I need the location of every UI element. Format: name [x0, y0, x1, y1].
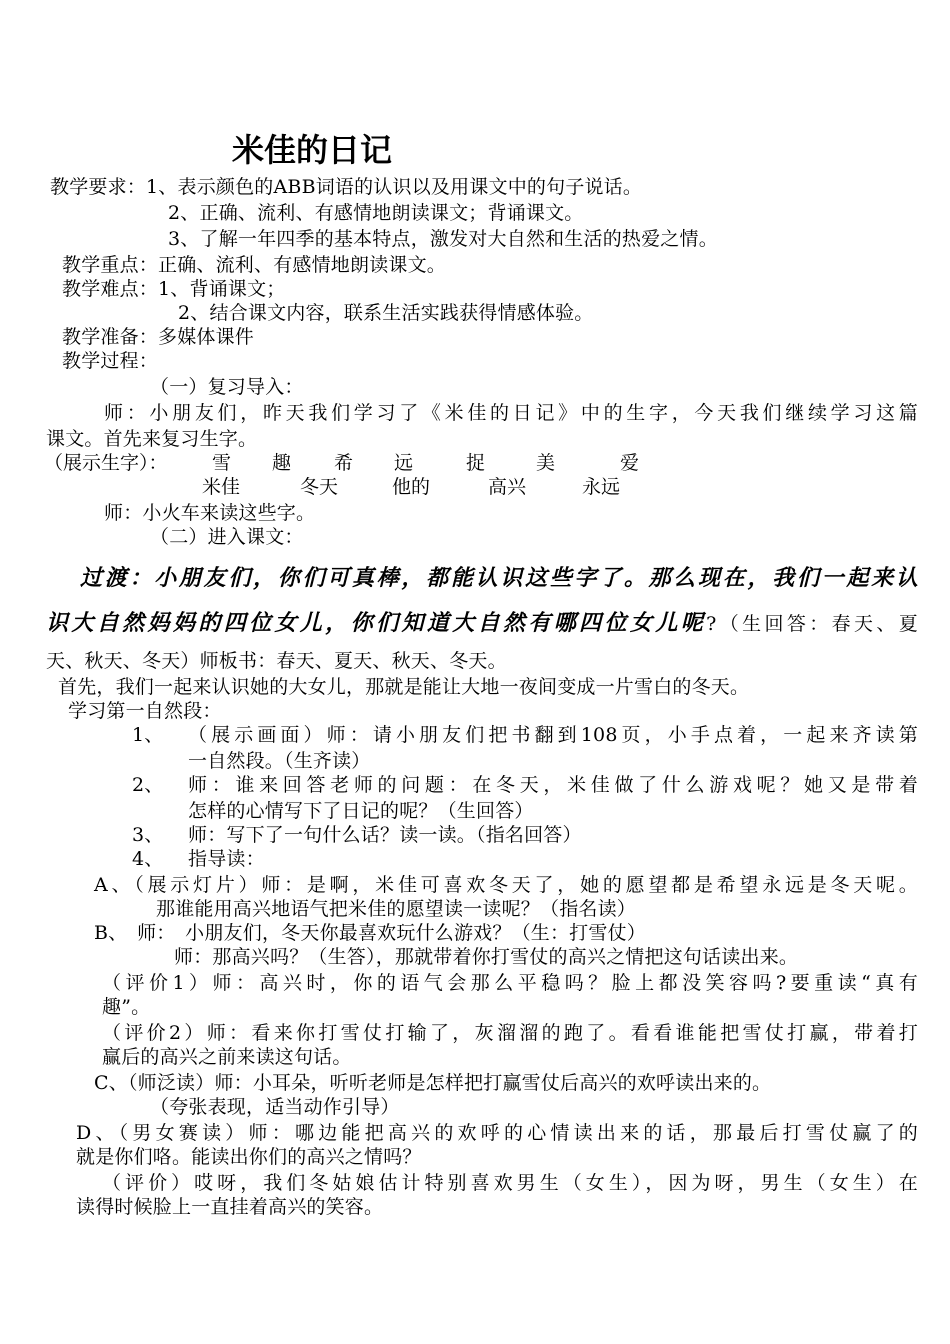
step-1-line-1: （展示画面）师：请小朋友们把书翻到108页，小手点着，一起来齐读第	[188, 724, 918, 746]
word: 米佳	[202, 476, 241, 498]
step-3-line-1: 师：写下了一句什么话？读一读。（指名回答）	[188, 824, 582, 846]
step-number: 4、	[132, 848, 164, 870]
requirement-item-3: 3、了解一年四季的基本特点，激发对大自然和生活的热爱之情。	[168, 228, 718, 250]
word-row	[0, 474, 950, 500]
difficulty-line-2: 2、结合课文内容，联系生活实践获得情感体验。	[178, 302, 594, 324]
paragraph-1-heading: 学习第一自然段：	[68, 700, 222, 722]
requirement-item-1: 1、表示颜色的ABB词语的认识以及用课文中的句子说话。	[146, 176, 643, 198]
requirement-item-2: 2、正确、流利、有感情地朗读课文；背诵课文。	[168, 202, 584, 224]
step-number: 2、	[132, 774, 164, 796]
character: 趣	[272, 452, 292, 474]
guide-d-line-1: D、（男女赛读）师：哪边能把高兴的欢呼的心情读出来的话，那最后打雪仗赢了的	[76, 1122, 918, 1144]
step-1-line-2: 一自然段。（生齐读）	[188, 750, 371, 772]
teacher-line-1: 师：小朋友们，昨天我们学习了《米佳的日记》中的生字，今天我们继续学习这篇	[104, 402, 918, 424]
evaluation-3-line-2: 读得时候脸上一直挂着高兴的笑容。	[76, 1196, 384, 1218]
guide-c-line-1: C、（师泛读）师：小耳朵，听听老师是怎样把打赢雪仗后高兴的欢呼读出来的。	[94, 1072, 772, 1094]
step-number: 1、	[132, 724, 164, 746]
character: 捉	[466, 452, 486, 474]
step-number: 3、	[132, 824, 164, 846]
character: 爱	[620, 452, 640, 474]
section-2-heading: （二）进入课文：	[150, 526, 304, 548]
word: 冬天	[300, 476, 339, 498]
step-2-line-1: 师：谁来回答老师的问题：在冬天，米佳做了什么游戏呢？她又是带着	[188, 774, 918, 796]
evaluation-1-line-1: （评价1）师：高兴时，你的语气会那么平稳吗？脸上都没笑容吗?要重读“真有	[102, 972, 918, 994]
character: 美	[536, 452, 556, 474]
word: 高兴	[488, 476, 527, 498]
evaluation-2-line-1: （评价2）师：看来你打雪仗打输了，灰溜溜的跑了。看看谁能把雪仗打赢，带着打	[102, 1022, 918, 1044]
guide-c-line-2: （夸张表现，适当动作引导）	[150, 1096, 400, 1118]
transition-line-3: 天、秋天、冬天）师板书：春天、夏天、秋天、冬天。	[46, 650, 507, 672]
teacher-line-2: 师：小火车来读这些字。	[104, 502, 316, 524]
teacher-line-1-cont: 课文。首先来复习生字。	[46, 428, 258, 450]
transition-question: 识大自然妈妈的四位女儿，你们知道大自然有哪四位女儿呢	[46, 610, 707, 636]
key-points: 教学重点：正确、流利、有感情地朗读课文。	[62, 254, 447, 276]
character: 雪	[212, 452, 232, 474]
guide-b-line-2: 师：那高兴吗？（生答），那就带着你打雪仗的高兴之情把这句话读出来。	[174, 946, 799, 968]
guide-a-line-1: A、（展示灯片）师：是啊，米佳可喜欢冬天了，她的愿望都是希望永远是冬天呢。	[94, 874, 918, 896]
characters-label: （展示生字）：	[44, 452, 168, 474]
intro-line: 首先，我们一起来认识她的大女儿，那就是能让大地一夜间变成一片雪白的冬天。	[58, 676, 750, 698]
step-2-line-2: 怎样的心情写下了日记的呢？（生回答）	[188, 800, 534, 822]
transition-answer: ?（生回答：春天、夏	[706, 613, 919, 635]
guide-b-line-1: B、 师： 小朋友们，冬天你最喜欢玩什么游戏？（生：打雪仗）	[94, 922, 646, 944]
character: 希	[334, 452, 354, 474]
transition-line-2	[46, 608, 918, 638]
transition-line-1: 过渡：小朋友们，你们可真棒，都能认识这些字了。那么现在，我们一起来认	[80, 565, 918, 591]
evaluation-1-line-2: 趣”。	[102, 996, 151, 1018]
page-title: 米佳的日记	[232, 131, 393, 169]
character-row	[0, 450, 950, 476]
evaluation-3-line-1: （评价）哎呀，我们冬姑娘估计特别喜欢男生（女生），因为呀，男生（女生）在	[102, 1172, 918, 1194]
difficulty-line-1: 教学难点：1、背诵课文；	[62, 278, 286, 300]
character: 远	[394, 452, 414, 474]
word: 永远	[582, 476, 621, 498]
process-heading: 教学过程：	[62, 350, 159, 372]
guide-a-line-2: 那谁能用高兴地语气把米佳的愿望读一读呢？（指名读）	[156, 898, 637, 920]
guide-d-line-2: 就是你们咯。能读出你们的高兴之情吗？	[76, 1146, 422, 1168]
preparation: 教学准备：多媒体课件	[62, 326, 255, 348]
step-4-line-1: 指导读：	[188, 848, 265, 870]
evaluation-2-line-2: 赢后的高兴之前来读这句话。	[102, 1046, 352, 1068]
section-1-heading: （一）复习导入：	[150, 376, 304, 398]
requirements-label: 教学要求：	[50, 176, 147, 198]
word: 他的	[392, 476, 431, 498]
